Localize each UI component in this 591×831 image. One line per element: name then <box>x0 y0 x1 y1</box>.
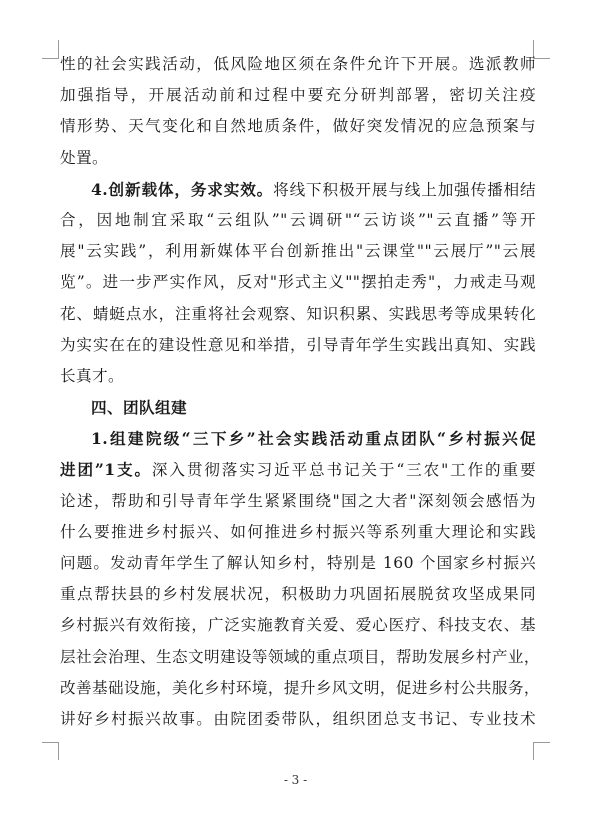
text-line <box>60 174 536 205</box>
text-run: 乡村振兴有效衔接，广泛实施教育关爱、爱心医疗、科技支农、基 <box>60 616 536 635</box>
text-line <box>60 143 536 174</box>
text-line <box>60 610 536 641</box>
text-run: 情形势、天气变化和自然地质条件，做好突发情况的应急预案与 <box>60 117 536 136</box>
text-run: 重点帮扶县的乡村发展状况，积极助力巩固拓展脱贫攻坚成果同 <box>60 585 536 604</box>
text-line <box>60 236 536 267</box>
bold-text-run: 1.组建院级“三下乡”社会实践活动重点团队“乡村振兴促 <box>91 429 536 449</box>
bold-text-run: 4.创新载体，务求实效。 <box>91 179 274 199</box>
text-run: 加强指导，开展活动前和过程中要充分研判部署，密切关注疫 <box>60 86 536 105</box>
text-run: 为实实在在的建设性意见和举措，引导青年学生实践出真知、实践 <box>60 335 536 354</box>
text-run: 论述，帮助和引导青年学生紧紧围绕"国之大者"深刻领会感悟为 <box>60 491 536 510</box>
text-line <box>60 111 536 142</box>
text-run: 长真才。 <box>60 366 124 385</box>
crop-mark-top-left-h <box>42 58 59 59</box>
text-line <box>60 423 536 454</box>
text-run: 改善基础设施，美化乡村环境，提升乡风文明，促进乡村公共服务， <box>60 678 540 697</box>
crop-mark-bottom-right-v <box>533 742 534 760</box>
text-run: 深入贯彻落实习近平总书记关于“三农"工作的重要 <box>151 461 536 480</box>
text-run: 问题。发动青年学生了解认知乡村，特别是 160 个国家乡村振兴 <box>60 554 536 572</box>
bold-text-run: 四、团队组建 <box>91 398 187 418</box>
text-line <box>60 49 536 80</box>
text-run: 览”。进一步严实作风，反对"形式主义""摆拍走秀"，力戒走马观 <box>60 273 536 292</box>
text-run: 性的社会实践活动，低风险地区须在条件允许下开展。选派教师 <box>60 55 536 73</box>
text-line <box>60 392 536 423</box>
text-line <box>60 548 536 579</box>
text-line <box>60 205 536 236</box>
page-number: - 3 - <box>283 773 308 787</box>
text-line <box>60 704 536 735</box>
text-line <box>60 642 540 673</box>
body-text <box>60 49 540 735</box>
text-line <box>60 673 540 704</box>
text-line <box>60 454 536 485</box>
text-line <box>60 517 536 548</box>
text-line <box>60 486 536 517</box>
text-run: 处置。 <box>60 148 108 167</box>
text-run: 展"云实践”，利用新媒体平台创新推出"云课堂""云展厅”"云展 <box>60 242 536 261</box>
text-line <box>60 80 536 111</box>
text-line <box>60 330 536 361</box>
crop-mark-bottom-left-h <box>42 742 59 743</box>
bold-text-run: 进团”1支。 <box>60 460 152 480</box>
text-run: 什么要推进乡村振兴、如何推进乡村振兴等系列重大理论和实践 <box>60 522 536 541</box>
text-run: 层社会治理、生态文明建设等领域的重点项目，帮助发展乡村产业， <box>60 647 540 666</box>
crop-mark-bottom-left-v <box>58 742 59 760</box>
text-run: 将线下积极开展与线上加强传播相结 <box>273 180 536 199</box>
text-line <box>60 299 536 330</box>
text-line <box>60 579 536 610</box>
text-line <box>60 267 536 298</box>
crop-mark-top-left-v <box>58 40 59 58</box>
crop-mark-bottom-right-h <box>533 742 550 743</box>
text-run: 合，因地制宜采取“云组队”"云调研"“云访谈”"云直播”等开 <box>60 210 536 229</box>
text-run: 花、蜻蜓点水，注重将社会观察、知识积累、实践思考等成果转化 <box>60 304 536 323</box>
text-line <box>60 361 536 392</box>
text-run: 讲好乡村振兴故事。由院团委带队，组织团总支书记、专业技术 <box>60 709 536 728</box>
